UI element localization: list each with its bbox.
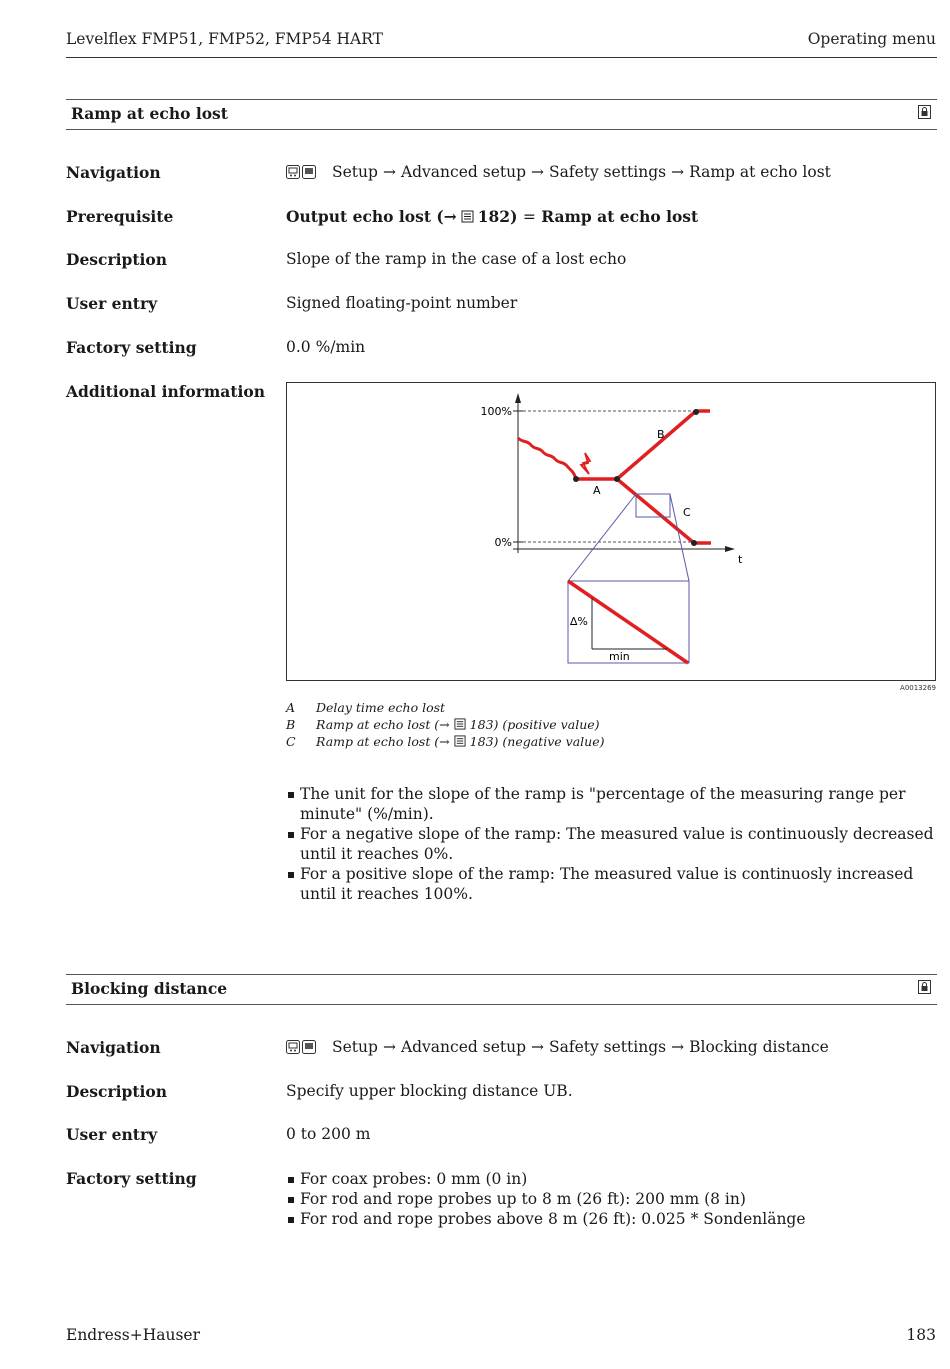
nav-step-4: Blocking distance bbox=[689, 1038, 829, 1056]
prerequisite-option: Ramp at echo lost bbox=[541, 207, 699, 226]
point-ramp-start bbox=[614, 476, 620, 482]
additional-info-label: Additional information bbox=[66, 382, 266, 401]
factory-setting-text: 0.0 %/min bbox=[286, 338, 366, 356]
page-number: 183 bbox=[906, 1326, 936, 1344]
nav-step-2: Advanced setup bbox=[400, 1038, 526, 1056]
menu-icons bbox=[286, 165, 318, 183]
ramp-diagram bbox=[287, 383, 935, 680]
label-time: t bbox=[738, 553, 743, 566]
prerequisite-param: Output echo lost (→ bbox=[286, 207, 457, 226]
nav-step-4: Ramp at echo lost bbox=[689, 163, 831, 181]
list-item: For coax probes: 0 mm (0 in) bbox=[286, 1169, 936, 1189]
label-100-percent: 100% bbox=[480, 405, 512, 418]
section-bar-blocking-distance bbox=[66, 974, 937, 1005]
navigation-label: Navigation bbox=[66, 163, 161, 182]
nav-step-3: Safety settings bbox=[549, 163, 667, 181]
user-entry-label: User entry bbox=[66, 294, 158, 313]
list-item: For rod and rope probes up to 8 m (26 ft): 200 mm (8 in) bbox=[286, 1189, 936, 1209]
navigation-path bbox=[286, 1038, 829, 1058]
nav-step-1: Setup bbox=[332, 163, 378, 181]
legend-item-a bbox=[286, 700, 445, 715]
factory-setting-list bbox=[286, 1169, 936, 1229]
prerequisite-value bbox=[286, 207, 698, 226]
section-title: Ramp at echo lost bbox=[71, 104, 228, 123]
display-icon bbox=[302, 165, 316, 179]
section-title: Blocking distance bbox=[71, 979, 228, 998]
legend-text: Ramp at echo lost (→ bbox=[316, 734, 450, 749]
list-item: The unit for the slope of the ramp is "percentage of the measuring range per minute" (%/min). bbox=[286, 784, 936, 824]
section-bar-ramp-at-echo-lost bbox=[66, 99, 937, 130]
user-entry-text: Signed floating-point number bbox=[286, 294, 518, 312]
y-axis-arrow bbox=[515, 393, 521, 403]
legend-key: C bbox=[286, 734, 296, 749]
navigation-label: Navigation bbox=[66, 1038, 161, 1057]
legend-key: A bbox=[286, 700, 296, 715]
description-text: Specify upper blocking distance UB. bbox=[286, 1082, 573, 1100]
point-100 bbox=[693, 409, 699, 415]
label-min: min bbox=[609, 650, 630, 663]
ramp-positive-line bbox=[617, 411, 696, 479]
page-reference-icon bbox=[461, 210, 474, 223]
nav-step-3: Safety settings bbox=[549, 1038, 667, 1056]
point-echo-lost bbox=[573, 476, 579, 482]
echo-lost-lightning-icon bbox=[581, 453, 590, 474]
menu-icons bbox=[286, 1040, 318, 1058]
navigation-path bbox=[286, 163, 831, 183]
description-label: Description bbox=[66, 250, 168, 269]
additional-info-list bbox=[286, 784, 936, 904]
header-divider bbox=[66, 57, 937, 58]
list-item: For rod and rope probes above 8 m (26 ft): 0.025 * Sondenlänge bbox=[286, 1209, 936, 1229]
legend-suffix: (negative value) bbox=[502, 734, 605, 749]
factory-setting-label: Factory setting bbox=[66, 1169, 197, 1188]
legend-item-b bbox=[286, 717, 600, 732]
legend-text: Ramp at echo lost (→ bbox=[316, 717, 450, 732]
lock-icon bbox=[918, 980, 931, 994]
legend-page: 183) bbox=[469, 717, 499, 732]
zoom-connector-left bbox=[568, 494, 636, 581]
prerequisite-equals: = bbox=[522, 208, 536, 226]
description-label: Description bbox=[66, 1082, 168, 1101]
document-header-title: Levelflex FMP51, FMP52, FMP54 HART bbox=[66, 30, 383, 48]
prerequisite-label: Prerequisite bbox=[66, 207, 174, 226]
display-icon bbox=[302, 1040, 316, 1054]
lock-icon bbox=[918, 105, 931, 119]
list-item: For a positive slope of the ramp: The measured value is continuosly increased until it reaches 100%. bbox=[286, 864, 936, 904]
legend-suffix: (positive value) bbox=[502, 717, 600, 732]
legend-key: B bbox=[286, 717, 296, 732]
label-0-percent: 0% bbox=[494, 536, 512, 549]
point-0 bbox=[691, 540, 697, 546]
document-header-section: Operating menu bbox=[807, 30, 936, 48]
label-a: A bbox=[593, 484, 601, 497]
page-reference-icon bbox=[454, 735, 466, 747]
label-c: C bbox=[683, 506, 691, 519]
footer-company: Endress+Hauser bbox=[66, 1326, 200, 1344]
page-reference-icon bbox=[454, 718, 466, 730]
nav-step-2: Advanced setup bbox=[400, 163, 526, 181]
arrow-right-icon: → bbox=[382, 163, 396, 181]
prerequisite-page: 182) bbox=[477, 207, 518, 226]
user-entry-label: User entry bbox=[66, 1125, 158, 1144]
list-item: For a negative slope of the ramp: The measured value is continuously decreased until it reaches 0%. bbox=[286, 824, 936, 864]
measured-signal-line bbox=[518, 438, 576, 479]
ramp-figure bbox=[286, 382, 936, 681]
arrow-right-icon: → bbox=[671, 1038, 685, 1056]
operating-tool-icon bbox=[286, 1040, 300, 1054]
arrow-right-icon: → bbox=[531, 163, 544, 181]
user-entry-text: 0 to 200 m bbox=[286, 1125, 371, 1143]
legend-item-c bbox=[286, 734, 604, 749]
x-axis-arrow bbox=[725, 546, 735, 552]
operating-tool-icon bbox=[286, 165, 300, 179]
nav-step-1: Setup bbox=[332, 1038, 378, 1056]
description-text: Slope of the ramp in the case of a lost echo bbox=[286, 250, 627, 268]
figure-code: A0013269 bbox=[900, 684, 936, 692]
legend-text: Delay time echo lost bbox=[316, 700, 446, 715]
label-delta-percent: ∆% bbox=[570, 615, 588, 628]
arrow-right-icon: → bbox=[671, 163, 685, 181]
legend-page: 183) bbox=[469, 734, 499, 749]
arrow-right-icon: → bbox=[382, 1038, 396, 1056]
arrow-right-icon: → bbox=[531, 1038, 544, 1056]
label-b: B bbox=[657, 428, 665, 441]
factory-setting-label: Factory setting bbox=[66, 338, 197, 357]
